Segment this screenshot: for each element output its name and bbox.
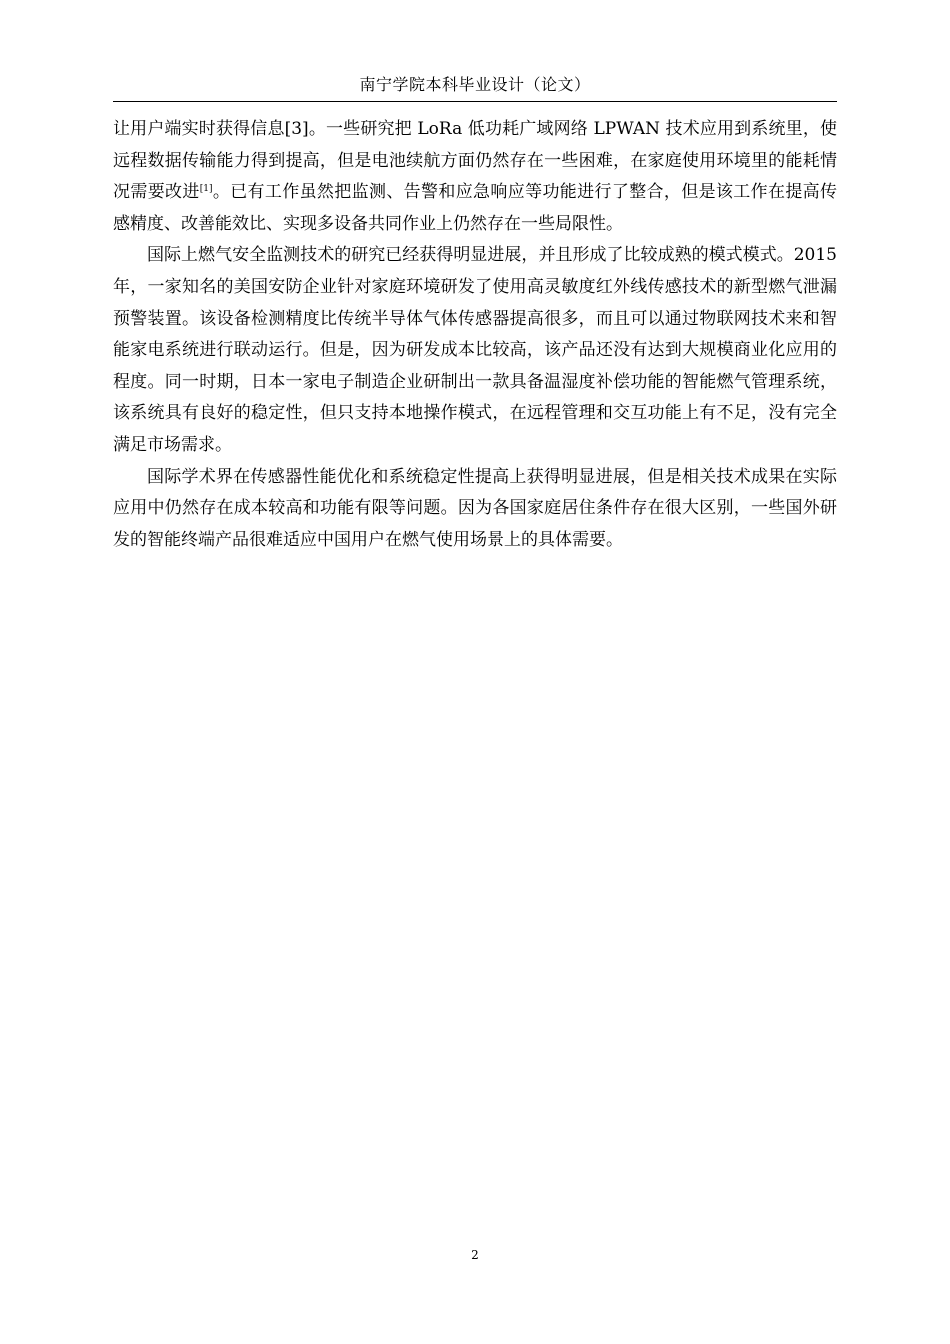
paragraph-2: 国际上燃气安全监测技术的研究已经获得明显进展，并且形成了比较成熟的模式模式。2015 年，一家知名的美国安防企业针对家庭环境研发了使用高灵敏度红外线传感技术的新型燃气泄漏预警装置。该设备检测精度比传统半导体气体传感器提高很多，而且可以通过物联网技术来和智能家电系统进行联动运行。但是，因为研发成本比较高，该产品还没有达到大规模商业化应用的程度。同一时期，日本一家电子制造企业研制出一款具备温湿度补偿功能的智能燃气管理系统，该系统具有良好的稳定性，但只支持本地操作模式，在远程管理和交互功能上有不足，没有完全满足市场需求。 [113,245,837,455]
paragraph-1 [113,114,837,240]
citation-superscript: [1] [199,184,213,195]
paragraph-1-text-a: 让用户端实时获得信息[3]。一些研究把 LoRa 低功耗广域网络 LPWAN 技术应用到系统里，使远程数据传输能力得到提高，但是电池续航方面仍然存在一些困难，在家庭使用环境里的能耗情况需要改进 [113,119,837,203]
paragraph-1-text-b: 。已有工作虽然把监测、告警和应急响应等功能进行了整合，但是该工作在提高传感精度、改善能效比、实现多设备共同作业上仍然存在一些局限性。 [113,182,838,234]
page-header: 南宁学院本科毕业设计（论文） [359,75,591,94]
page-number: 2 [471,1248,479,1262]
header-divider [113,101,837,102]
paragraph-3: 国际学术界在传感器性能优化和系统稳定性提高上获得明显进展，但是相关技术成果在实际应用中仍然存在成本较高和功能有限等问题。因为各国家庭居住条件存在很大区别，一些国外研发的智能终端产品很难适应中国用户在燃气使用场景上的具体需要。 [113,466,837,550]
body-text [113,114,837,556]
